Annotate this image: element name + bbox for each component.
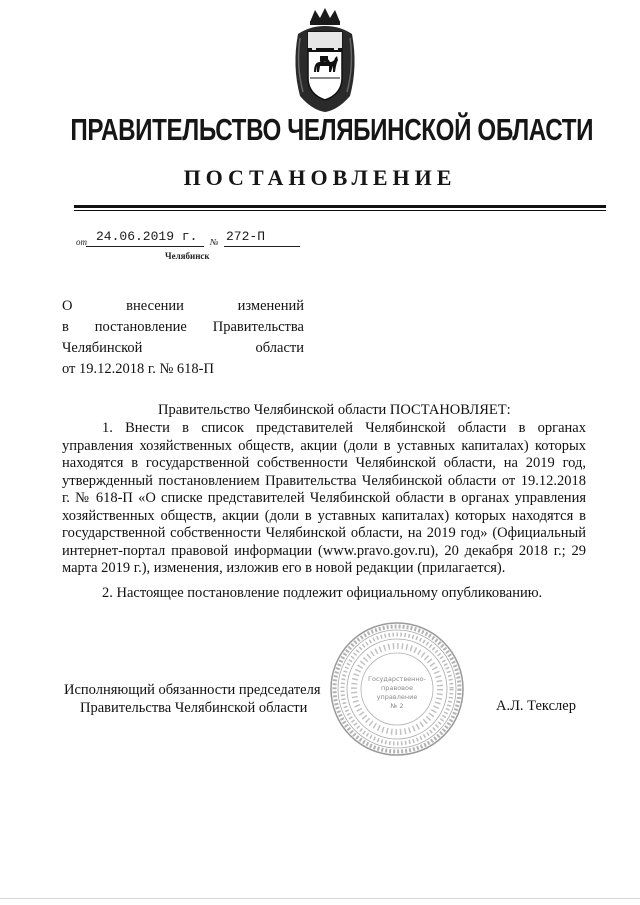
signatory-position-line: Исполняющий обязанности председателя: [64, 682, 321, 698]
subject-line: в постановление Правительства: [62, 319, 304, 335]
date-underline: [86, 246, 204, 247]
government-title: ПРАВИТЕЛЬСТВО ЧЕЛЯБИНСКОЙ ОБЛАСТИ: [70, 112, 594, 147]
subject-line: от 19.12.2018 г. № 618-П: [62, 361, 214, 377]
number-prefix-label: №: [210, 237, 219, 247]
stamp-line: правовое: [381, 684, 413, 692]
subject-line: О внесении изменений: [62, 298, 304, 314]
signatory-position: [64, 681, 321, 717]
stamp-line: Государственно-: [368, 675, 426, 683]
number-underline: [224, 246, 300, 247]
preamble: Правительство Челябинской области ПОСТАНОВЛЯЕТ:: [158, 402, 511, 418]
stamp-line: № 2: [390, 702, 404, 710]
stamp-line: управление: [376, 693, 418, 701]
coat-of-arms-icon: [290, 6, 360, 116]
date-prefix-label: от: [76, 237, 87, 247]
body-paragraph: 1. Внести в список представителей Челябинской области в органах управления хозяйственных обществ, акции (доли в уставных капиталах) которых находятся в государственной собственности Челябинской области, на 2019 год, утвержденный постановлением Правительства Челябинской области от 19.12.2018 г. № 618-П «О списке представителей Челябинской области в органах управления хозяйственных обществ, акции (доли в уставных капиталах) которых находятся в государственной собственности Челябинской области, на 2019 год» (Официальный интернет-портал правовой информации (www.pravo.gov.ru), 20 декабря 2018 г.; 29 марта 2019 г.), изменения, изложив его в новой редакции (прилагается).: [62, 420, 586, 576]
page-bottom-edge: [0, 898, 640, 899]
body-text: [62, 420, 586, 602]
signatory-name: А.Л. Текслер: [496, 698, 576, 714]
document-date: 24.06.2019 г.: [96, 229, 198, 244]
document-number: 272-П: [226, 229, 266, 244]
stamp-center-text: [356, 675, 438, 711]
document-city: Челябинск: [165, 251, 210, 261]
document-type: ПОСТАНОВЛЕНИЕ: [183, 165, 457, 190]
header-rule: [74, 205, 606, 211]
subject-line: Челябинской области: [62, 340, 304, 356]
signatory-position-line: Правительства Челябинской области: [80, 700, 308, 716]
body-paragraph: 2. Настоящее постановление подлежит официальному опубликованию.: [102, 584, 543, 601]
document-subject: [62, 296, 304, 380]
